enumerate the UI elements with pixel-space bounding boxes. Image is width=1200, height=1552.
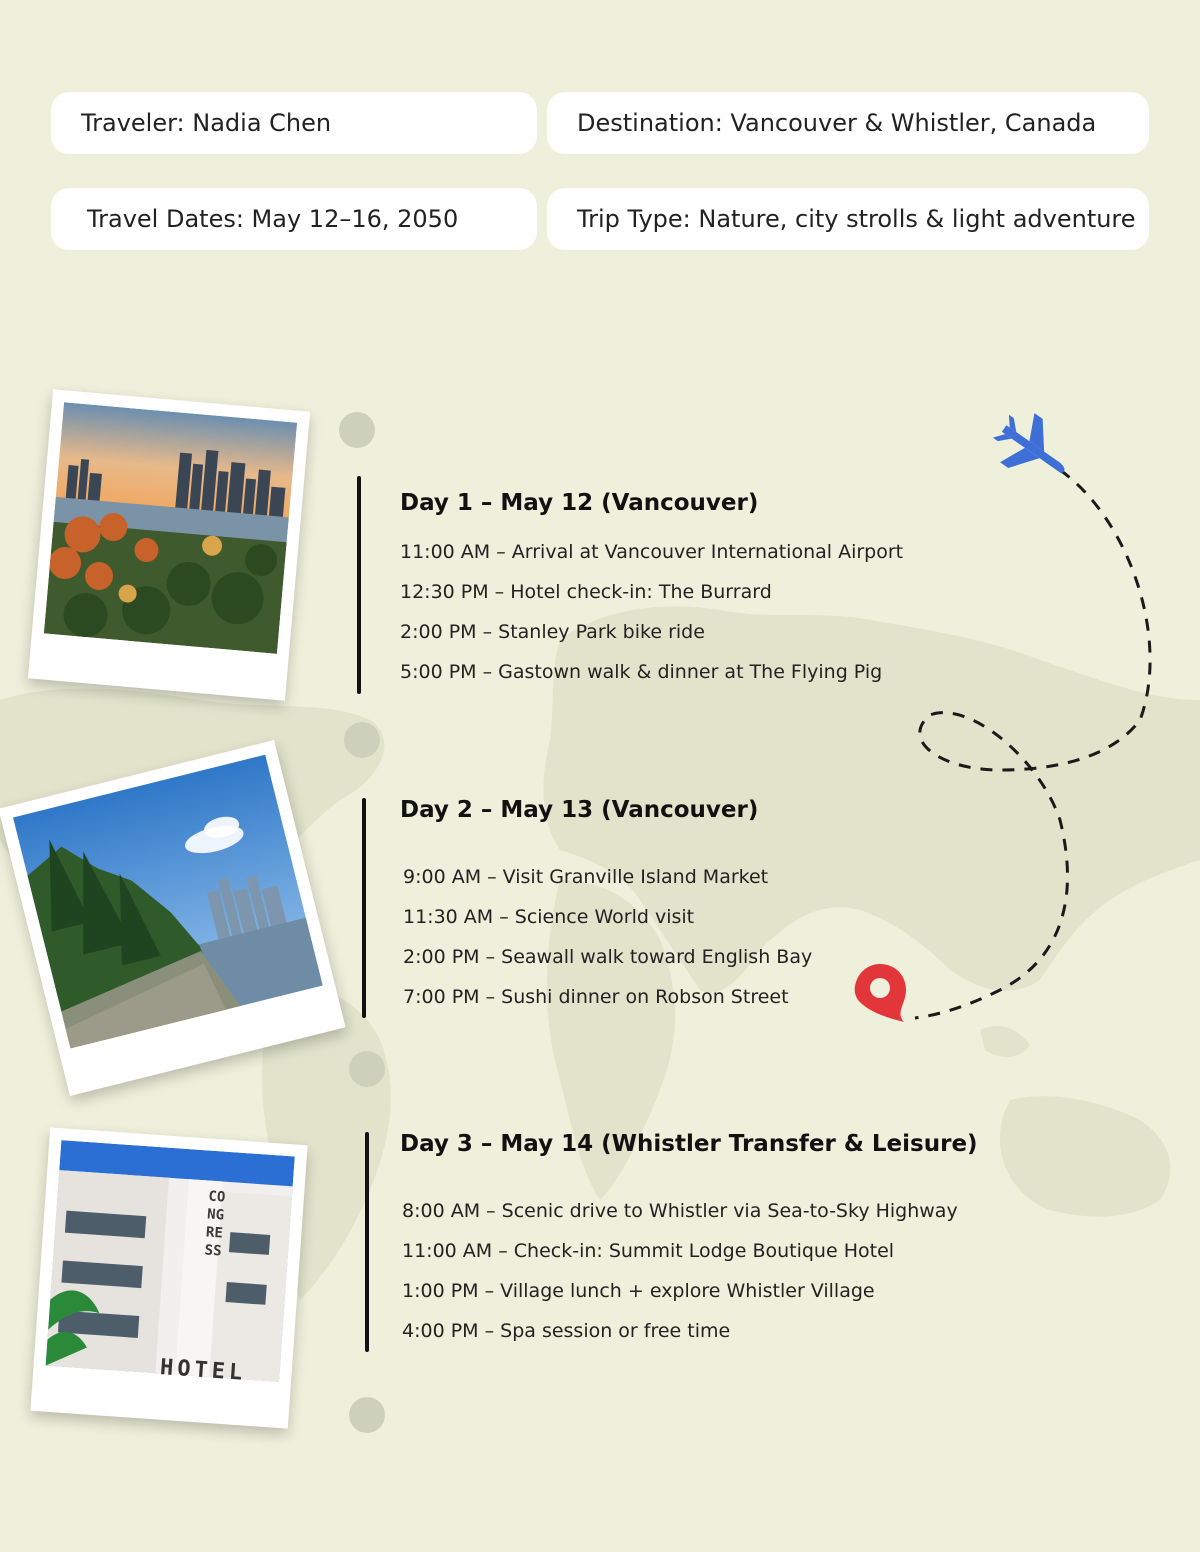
timeline-dot [344,722,380,758]
day-2-title: Day 2 – May 13 (Vancouver) [400,797,759,823]
activity-item: 4:00 PM – Spa session or free time [402,1320,731,1342]
skyline-image [44,402,297,654]
timeline-dot [349,1051,385,1087]
travel-dates-label: Travel Dates: May 12–16, 2050 [87,205,459,233]
photo-congress-hotel [30,1127,307,1428]
day-1-activities [400,532,903,692]
destination-label: Destination: Vancouver & Whistler, Canada [577,109,1097,137]
day-2-section [400,797,812,1017]
timeline-bar [365,1132,369,1352]
traveler-label: Traveler: Nadia Chen [81,109,332,137]
day-3-section [400,1131,978,1351]
activity-item: 8:00 AM – Scenic drive to Whistler via Sea-to-Sky Highway [402,1200,958,1222]
activity-item: 5:00 PM – Gastown walk & dinner at The Flying Pig [400,661,883,683]
activity-item: 11:00 AM – Arrival at Vancouver International Airport [400,541,904,563]
activity-item: 12:30 PM – Hotel check-in: The Burrard [400,581,772,603]
activity-item: 1:00 PM – Village lunch + explore Whistler Village [402,1280,875,1302]
day-2-activities [400,857,812,1017]
timeline-bar [362,798,366,1018]
hotel-sign-text: CONGRESS [204,1188,226,1260]
travel-dates-card [51,188,537,250]
timeline-dot [339,412,375,448]
day-1-title: Day 1 – May 12 (Vancouver) [400,490,759,516]
day-1-section [400,490,903,692]
hotel-name-text: HOTEL [159,1355,248,1386]
photo-vancouver-skyline [28,389,310,700]
activity-item: 2:00 PM – Stanley Park bike ride [400,621,705,643]
activity-item: 7:00 PM – Sushi dinner on Robson Street [403,986,789,1008]
seawall-image [13,755,323,1049]
activity-item: 11:30 AM – Science World visit [403,906,695,928]
timeline-bar [357,476,361,694]
trip-type-label: Trip Type: Nature, city strolls & light adventure [577,205,1136,233]
activity-item: 9:00 AM – Visit Granville Island Market [403,866,769,888]
activity-item: 11:00 AM – Check-in: Summit Lodge Boutique Hotel [402,1240,895,1262]
activity-item: 2:00 PM – Seawall walk toward English Bay [403,946,813,968]
hotel-image [46,1140,295,1382]
traveler-card [51,92,537,154]
day-3-activities [400,1191,978,1351]
timeline-dot [349,1397,385,1433]
day-3-title: Day 3 – May 14 (Whistler Transfer & Leisure) [400,1131,978,1157]
trip-type-card [547,188,1149,250]
destination-card [547,92,1149,154]
